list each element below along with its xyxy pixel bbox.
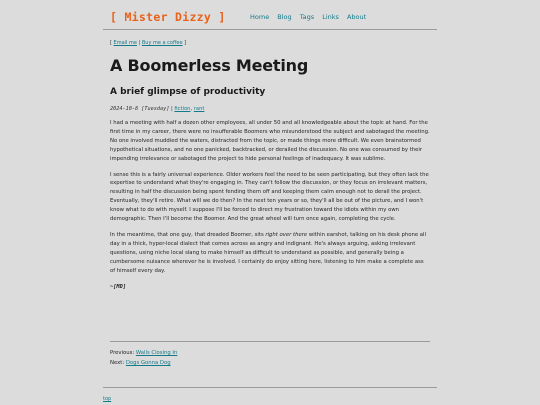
paragraph-3 — [110, 231, 430, 276]
paragraph-2: I sense this is a fairly universal experience. Older workers feel the need to be seen participating, but they often lack the expertise to understand what they're engaging in. They can't follow the discussion, or they focus on irrelevant matters, resulting in half the discussion being spent fending them off and keeping them calm enough not to derail the project. Eventually, they'll retire. What will we do then? In the next ten years or so, they'll all be out of the picture, and I won't know what to do with myself. I suppose I'll be forced to direct my frustration toward the idiots within my own demographic. Then I'll become the Boomer. And the great wheel will turn once again, completing the cycle. — [110, 171, 429, 223]
divider — [110, 341, 430, 342]
coffee-link[interactable]: Buy me a coffee — [141, 40, 183, 46]
post-body — [110, 119, 430, 298]
paragraph-1: I had a meeting with half a dozen other employees, all under 50 and all knowledgeable about the topic at hand. For the first time in my career, there were no insufferable Boomers who misunderstood the subject and sabotaged the meeting. No one involved muddied the waters, distracted from the topic, or made things more difficult. We even brainstormed hypothetical situations, and no one panicked, backtracked, or derailed the discussion. No one was consumed by their impending irrelevance or sabotaged the project to hide personal feelings of inadequacy. It was sublime. — [110, 120, 430, 162]
paragraph-3-end: within earshot, talking on his desk phone all day in a thick, hyper-local dialect that comes across as angry and indignant. He's always arguing, asking irrelevant questions, using niche local slang to make himself as difficult to understand as possible, and generally being a cumbersome nuisance wherever he is involved. I certainly do enjoy sitting here, listening to him make a complete ass of himself every day. — [110, 231, 426, 274]
previous-post-link[interactable]: Walls Closing In — [135, 350, 178, 356]
site-logo[interactable]: [ Mister Dizzy ] — [110, 10, 226, 24]
nav-home-link[interactable]: Home — [250, 13, 270, 21]
previous-post — [110, 348, 177, 358]
site-header — [103, 6, 437, 30]
separator: | — [136, 40, 142, 46]
main-nav — [250, 13, 372, 21]
back-to-top-link[interactable]: top — [103, 396, 112, 402]
footer-divider — [103, 387, 437, 388]
nav-blog-link[interactable]: Blog — [277, 13, 292, 21]
emphasis-text: right over there — [265, 231, 308, 238]
post-subtitle: A brief glimpse of productivity — [110, 87, 266, 97]
previous-label: Previous: — [110, 350, 136, 356]
next-post — [110, 358, 177, 368]
paragraph-3-start: In the meantime, that one guy, that dreaded Boomer, sits — [110, 231, 266, 238]
tag-rant-link[interactable]: rant — [193, 106, 205, 112]
meta-separator: | — [169, 106, 175, 112]
next-post-link[interactable]: Dogs Gonna Dog — [125, 360, 171, 366]
nav-links-link[interactable]: Links — [322, 13, 339, 21]
next-label: Next: — [110, 360, 126, 366]
bracket-close: ] — [182, 40, 187, 46]
bracket-open: [ — [110, 40, 114, 46]
post-meta — [110, 106, 204, 112]
tag-comma: , — [190, 106, 194, 112]
contact-links — [110, 40, 186, 46]
signature: ~[MD] — [110, 283, 126, 290]
nav-tags-link[interactable]: Tags — [299, 13, 315, 21]
tag-fiction-link[interactable]: fiction — [174, 106, 191, 112]
post-title: A Boomerless Meeting — [110, 56, 309, 75]
post-navigation — [110, 348, 177, 368]
email-link[interactable]: Email me — [113, 40, 137, 46]
post-date: 2024-10-8 [Tuesday] — [110, 106, 170, 112]
nav-about-link[interactable]: About — [346, 13, 367, 21]
